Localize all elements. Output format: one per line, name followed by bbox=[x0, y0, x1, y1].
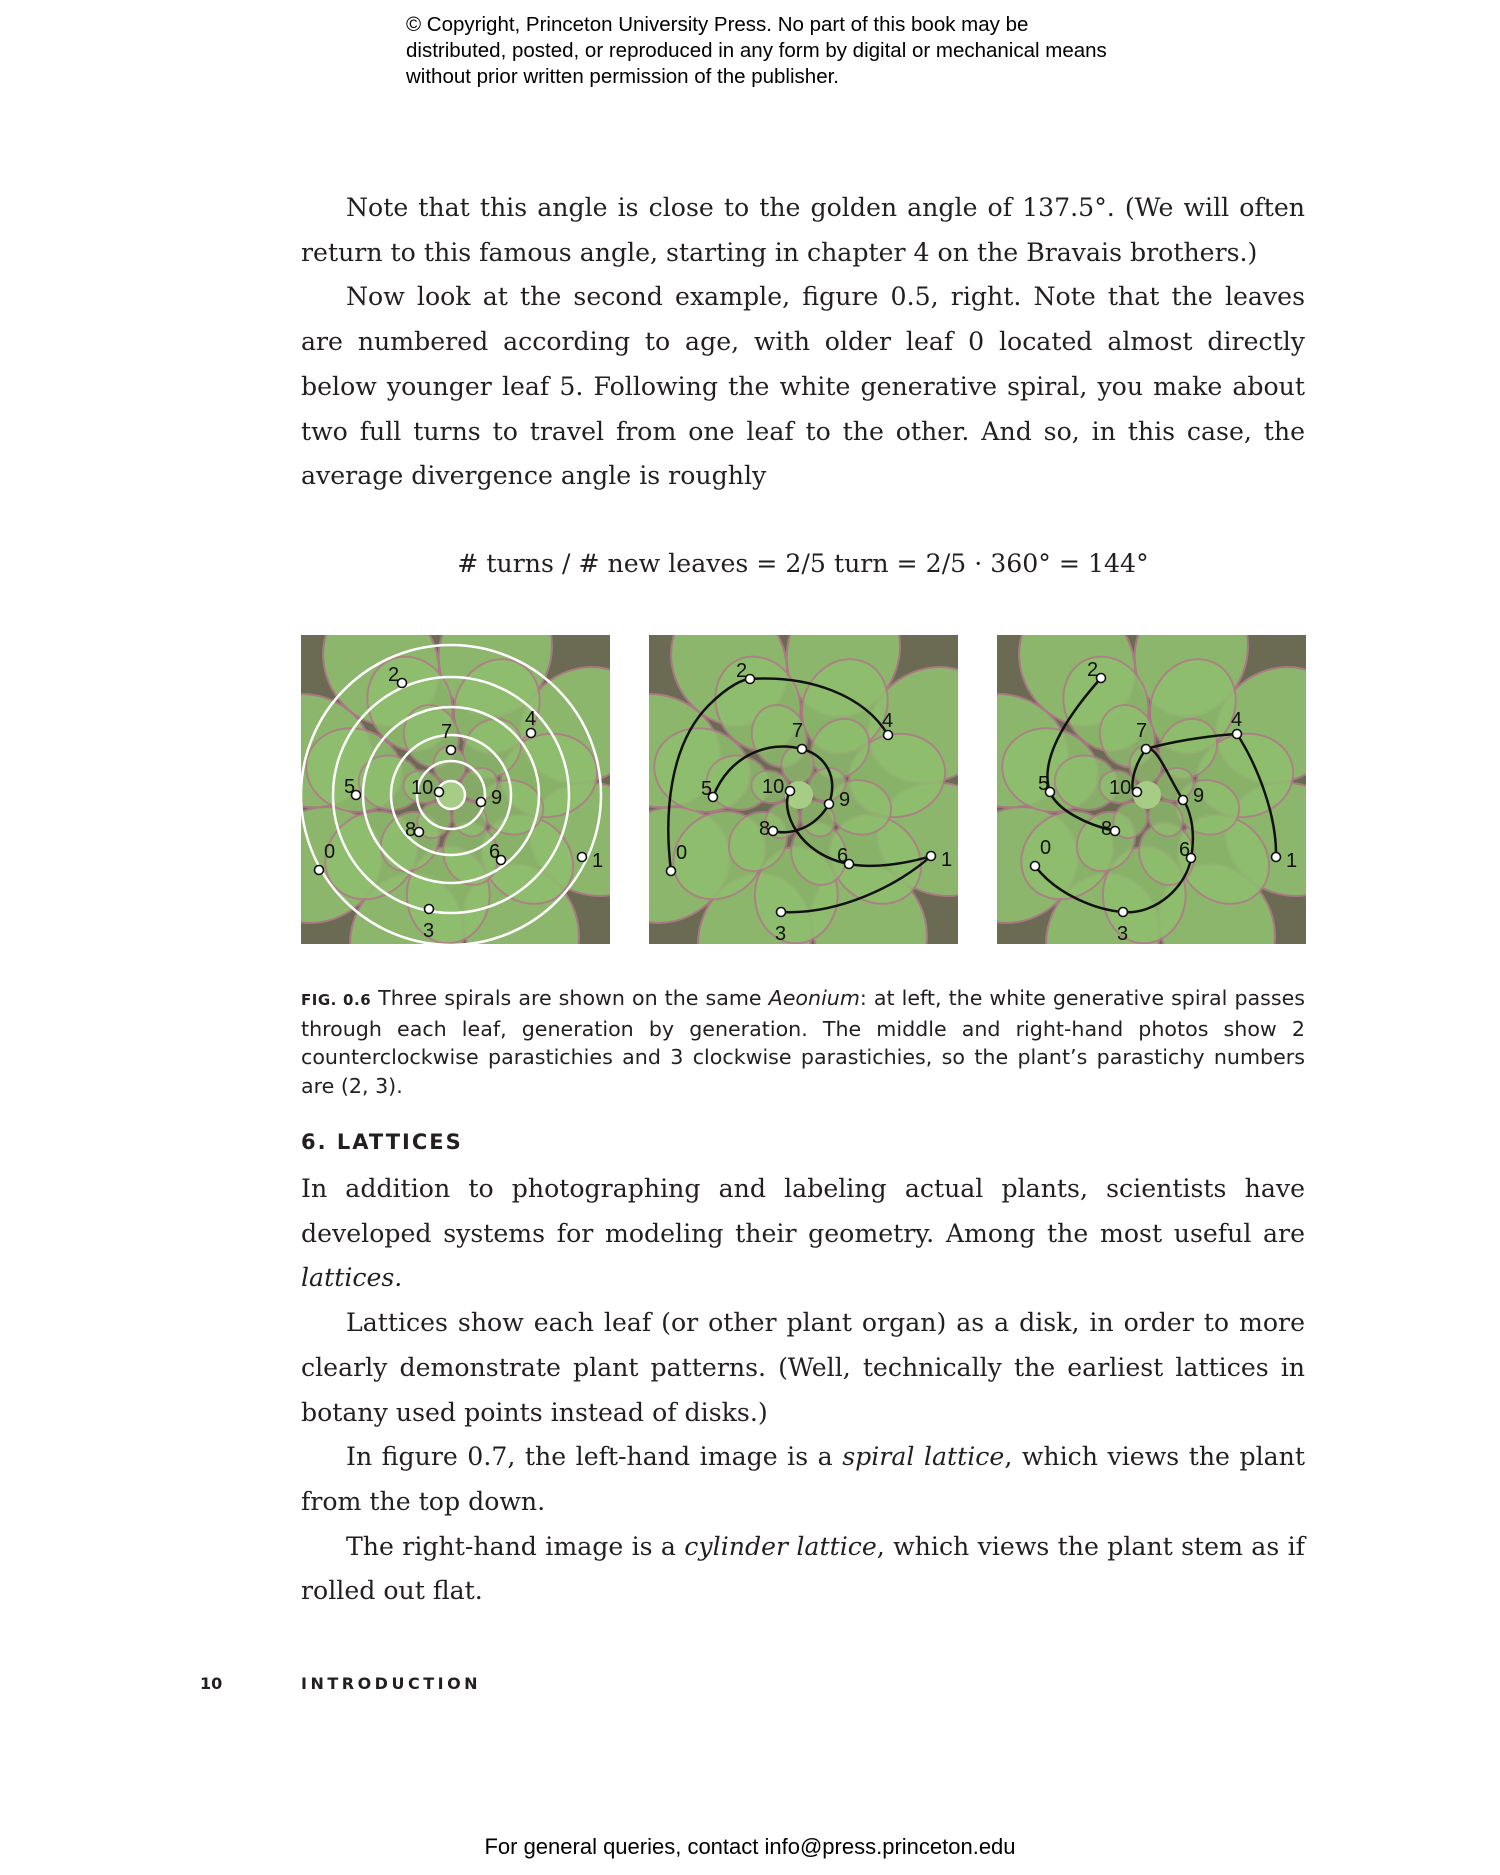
copyright-notice: © Copyright, Princeton University Press. No part of this book may be distributed, posted, or reproduced in any form by digital or mechanical means without prior written permission of the publisher. bbox=[406, 13, 1107, 88]
leaf-number-7: 7 bbox=[441, 721, 453, 743]
leaf-number-7: 7 bbox=[1136, 720, 1148, 742]
leaf-number-4: 4 bbox=[1231, 709, 1243, 731]
leaf-marker-9 bbox=[825, 800, 834, 809]
leaf-number-0: 0 bbox=[1040, 837, 1052, 859]
leaf-number-1: 1 bbox=[592, 850, 604, 872]
leaf-number-6: 6 bbox=[837, 845, 849, 867]
aeonium-photo-ccw-parastichies bbox=[649, 635, 958, 944]
caption-text-2: : at left, the white generative spiral passes through each leaf, generation by generation. The middle and right-hand photos show 2 counterclockwise parastichies and 3 clockwise parastichies, so the plant’s parastichy numbers are (2, 3). bbox=[301, 986, 1305, 1098]
section-p3-post: , which views the plant from the top down. bbox=[301, 1442, 1306, 1516]
leaf-number-2: 2 bbox=[1087, 659, 1099, 681]
page-number: 10 bbox=[200, 1674, 223, 1693]
section-p3-em: spiral lattice bbox=[842, 1442, 1005, 1472]
leaf-number-9: 9 bbox=[491, 787, 503, 809]
leaf-marker-3 bbox=[1119, 908, 1128, 917]
leaf-marker-10 bbox=[1133, 788, 1142, 797]
leaf-number-6: 6 bbox=[489, 841, 501, 863]
leaf-number-8: 8 bbox=[405, 819, 417, 841]
section-p4-post: , which views the plant stem as if rolled out flat. bbox=[301, 1531, 1305, 1606]
leaf-number-9: 9 bbox=[1193, 785, 1205, 807]
leaf-number-4: 4 bbox=[882, 710, 894, 732]
leaf-number-3: 3 bbox=[1117, 923, 1129, 944]
section-heading: 6. LATTICES bbox=[301, 1130, 463, 1154]
section-p4-pre: The right-hand image is a bbox=[346, 1531, 685, 1561]
aeonium-photo-white-spiral bbox=[301, 635, 610, 944]
photo-middle-svg bbox=[649, 635, 958, 944]
photo-left-svg bbox=[301, 635, 610, 944]
leaf-marker-7 bbox=[447, 746, 456, 755]
leaf-marker-0 bbox=[667, 867, 676, 876]
leaf-number-5: 5 bbox=[344, 776, 356, 798]
leaf-marker-9 bbox=[477, 798, 486, 807]
section-paragraph-3 bbox=[301, 1435, 1305, 1524]
leaf-marker-1 bbox=[578, 853, 587, 862]
leaf-number-1: 1 bbox=[1286, 850, 1298, 872]
leaf-marker-10 bbox=[435, 788, 444, 797]
caption-text-1: Three spirals are shown on the same bbox=[371, 986, 769, 1010]
leaf-marker-1 bbox=[1272, 853, 1281, 862]
leaf-number-3: 3 bbox=[423, 920, 435, 942]
section-p1-text: In addition to photographing and labeling actual plants, scientists have developed systems for modeling their geometry. Among the most useful are bbox=[301, 1174, 1305, 1248]
leaf-marker-7 bbox=[798, 745, 807, 754]
leaf-number-4: 4 bbox=[525, 708, 537, 730]
intro-paragraph-2: Now look at the second example, figure 0.5, right. Note that the leaves are numbered according to age, with older leaf 0 located almost directly below younger leaf 5. Following the white generative spiral, you make about two full turns to travel from one leaf to the other. And so, in this case, the average divergence angle is roughly bbox=[301, 282, 1305, 491]
section-paragraph-2: Lattices show each leaf (or other plant organ) as a disk, in order to more clearly demonstrate plant patterns. (Well, technically the earliest lattices in botany used points instead of disks.) bbox=[301, 1308, 1305, 1427]
figure-label: FIG. 0.6 bbox=[301, 991, 372, 1009]
section-p3-pre: In figure 0.7, the left-hand image is a bbox=[346, 1442, 843, 1472]
leaf-number-8: 8 bbox=[1101, 818, 1113, 840]
leaf-number-10: 10 bbox=[411, 777, 434, 799]
section-paragraph-1 bbox=[301, 1167, 1305, 1301]
leaf-number-10: 10 bbox=[1109, 777, 1132, 799]
figure-caption bbox=[301, 984, 1305, 1100]
leaf-number-2: 2 bbox=[388, 664, 400, 686]
leaf-marker-1 bbox=[927, 852, 936, 861]
aeonium-photo-cw-parastichies bbox=[997, 635, 1306, 944]
leaf-marker-7 bbox=[1142, 745, 1151, 754]
leaf-number-5: 5 bbox=[1038, 773, 1050, 795]
leaf-marker-3 bbox=[777, 908, 786, 917]
footer-contact: For general queries, contact info@press.princeton.edu bbox=[484, 1834, 1016, 1859]
leaf-marker-0 bbox=[315, 866, 324, 875]
section-p4-em: cylinder lattice bbox=[684, 1531, 877, 1561]
photo-right-svg bbox=[997, 635, 1306, 944]
divergence-formula: # turns / # new leaves = 2/5 turn = 2/5 · 360° = 144° bbox=[457, 549, 1149, 578]
leaf-number-2: 2 bbox=[736, 660, 748, 682]
leaf-number-7: 7 bbox=[792, 720, 804, 742]
caption-species: Aeonium bbox=[768, 986, 860, 1010]
leaf-number-10: 10 bbox=[762, 776, 785, 798]
running-title: INTRODUCTION bbox=[301, 1674, 482, 1693]
leaf-number-6: 6 bbox=[1179, 839, 1191, 861]
leaf-number-1: 1 bbox=[941, 849, 953, 871]
intro-text bbox=[301, 186, 1305, 499]
leaf-number-9: 9 bbox=[839, 789, 851, 811]
intro-paragraph-1: Note that this angle is close to the golden angle of 137.5°. (We will often return to this famous angle, starting in chapter 4 on the Bravais brothers.) bbox=[301, 193, 1305, 267]
leaf-marker-3 bbox=[425, 905, 434, 914]
leaf-number-5: 5 bbox=[701, 778, 713, 800]
leaf-number-0: 0 bbox=[676, 842, 688, 864]
section-paragraph-4 bbox=[301, 1525, 1305, 1614]
leaf-number-0: 0 bbox=[324, 841, 336, 863]
leaf-marker-9 bbox=[1179, 796, 1188, 805]
section-text bbox=[301, 1167, 1305, 1614]
leaf-marker-0 bbox=[1031, 862, 1040, 871]
leaf-number-8: 8 bbox=[759, 818, 771, 840]
leaf-marker-10 bbox=[786, 787, 795, 796]
section-p1-em: lattices. bbox=[301, 1263, 403, 1293]
leaf-number-3: 3 bbox=[775, 923, 787, 944]
